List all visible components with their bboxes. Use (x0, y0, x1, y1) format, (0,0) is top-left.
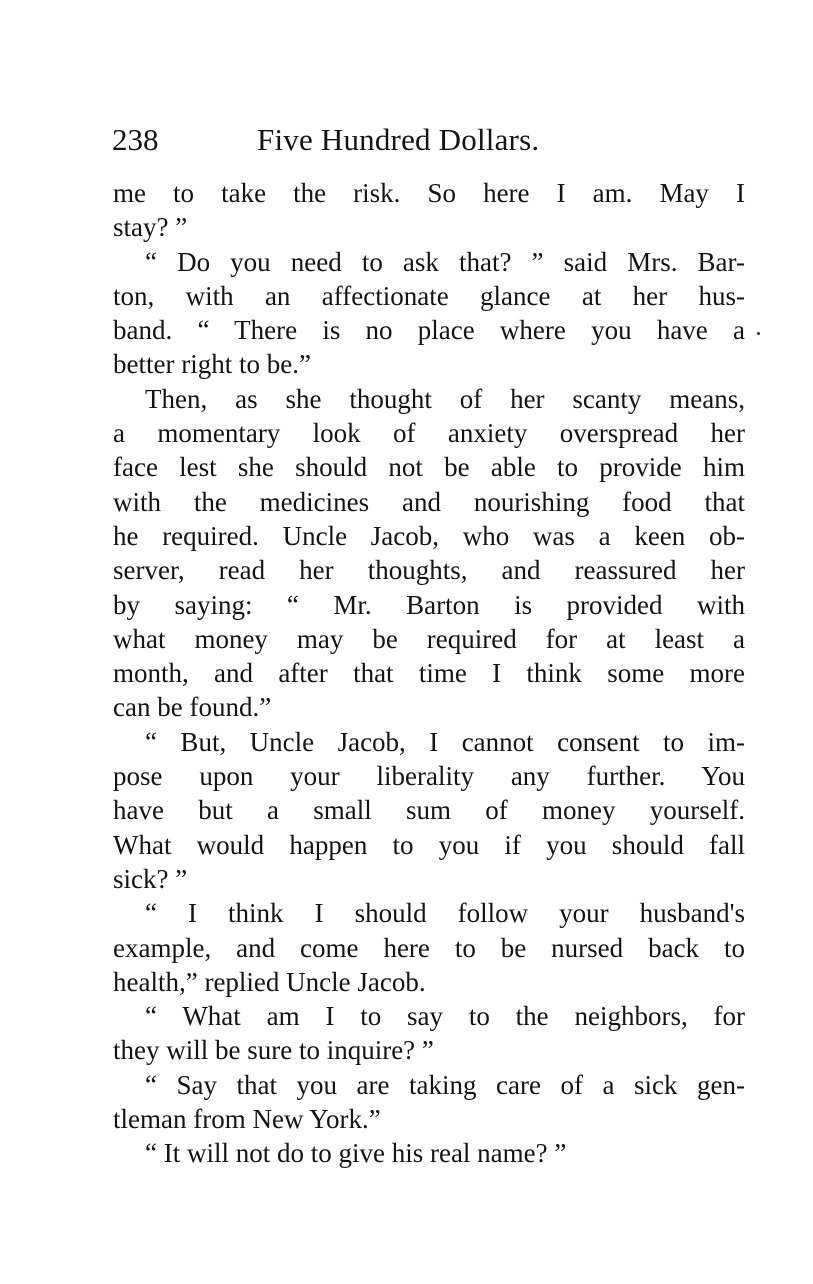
text-line: “ But, Uncle Jacob, I cannot consent to im- (145, 726, 745, 757)
text-line: server, read her thoughts, and reassured her (113, 555, 745, 586)
text-line: can be found.” (113, 692, 272, 723)
text-line: better right to be.” (113, 349, 311, 380)
text-line: “ What am I to say to the neighbors, for (145, 1001, 745, 1032)
text-line: a momentary look of anxiety overspread her (113, 418, 745, 449)
text-line: stay? ” (113, 212, 188, 243)
page-number: 238 (112, 122, 159, 157)
text-line: they will be sure to inquire? ” (113, 1035, 434, 1066)
text-line: health,” replied Uncle Jacob. (113, 966, 426, 997)
text-line: “ Say that you are taking care of a sick gen- (145, 1069, 745, 1100)
text-line: have but a small sum of money yourself. (113, 795, 745, 826)
text-line: “ I think I should follow your husband's (145, 898, 745, 929)
text-line: tleman from New York.” (113, 1104, 381, 1135)
text-line: he required. Uncle Jacob, who was a keen ob- (113, 520, 745, 551)
text-line: with the medicines and nourishing food that (113, 486, 745, 517)
text-line: What would happen to you if you should fall (113, 829, 745, 860)
text-line: month, and after that time I think some more (113, 658, 745, 689)
body-text (113, 176, 745, 1171)
text-line: Then, as she thought of her scanty means, (145, 383, 745, 414)
text-line: what money may be required for at least a (113, 623, 745, 654)
text-line: me to take the risk. So here I am. May I (113, 178, 745, 208)
page-header (112, 118, 752, 162)
running-title: Five Hundred Dollars. (257, 122, 540, 157)
text-line: band. “ There is no place where you have a (113, 315, 745, 346)
print-speck (757, 332, 760, 335)
text-line: “ It will not do to give his real name? ” (145, 1138, 567, 1169)
text-line: “ Do you need to ask that? ” said Mrs. Bar- (145, 246, 745, 277)
text-line: pose upon your liberality any further. You (113, 761, 745, 792)
text-line: face lest she should not be able to provide him (113, 452, 745, 483)
text-line: sick? ” (113, 863, 188, 894)
text-line: by saying: “ Mr. Barton is provided with (113, 589, 745, 620)
text-line: ton, with an affectionate glance at her hus- (113, 280, 745, 311)
text-line: example, and come here to be nursed back to (113, 932, 745, 963)
